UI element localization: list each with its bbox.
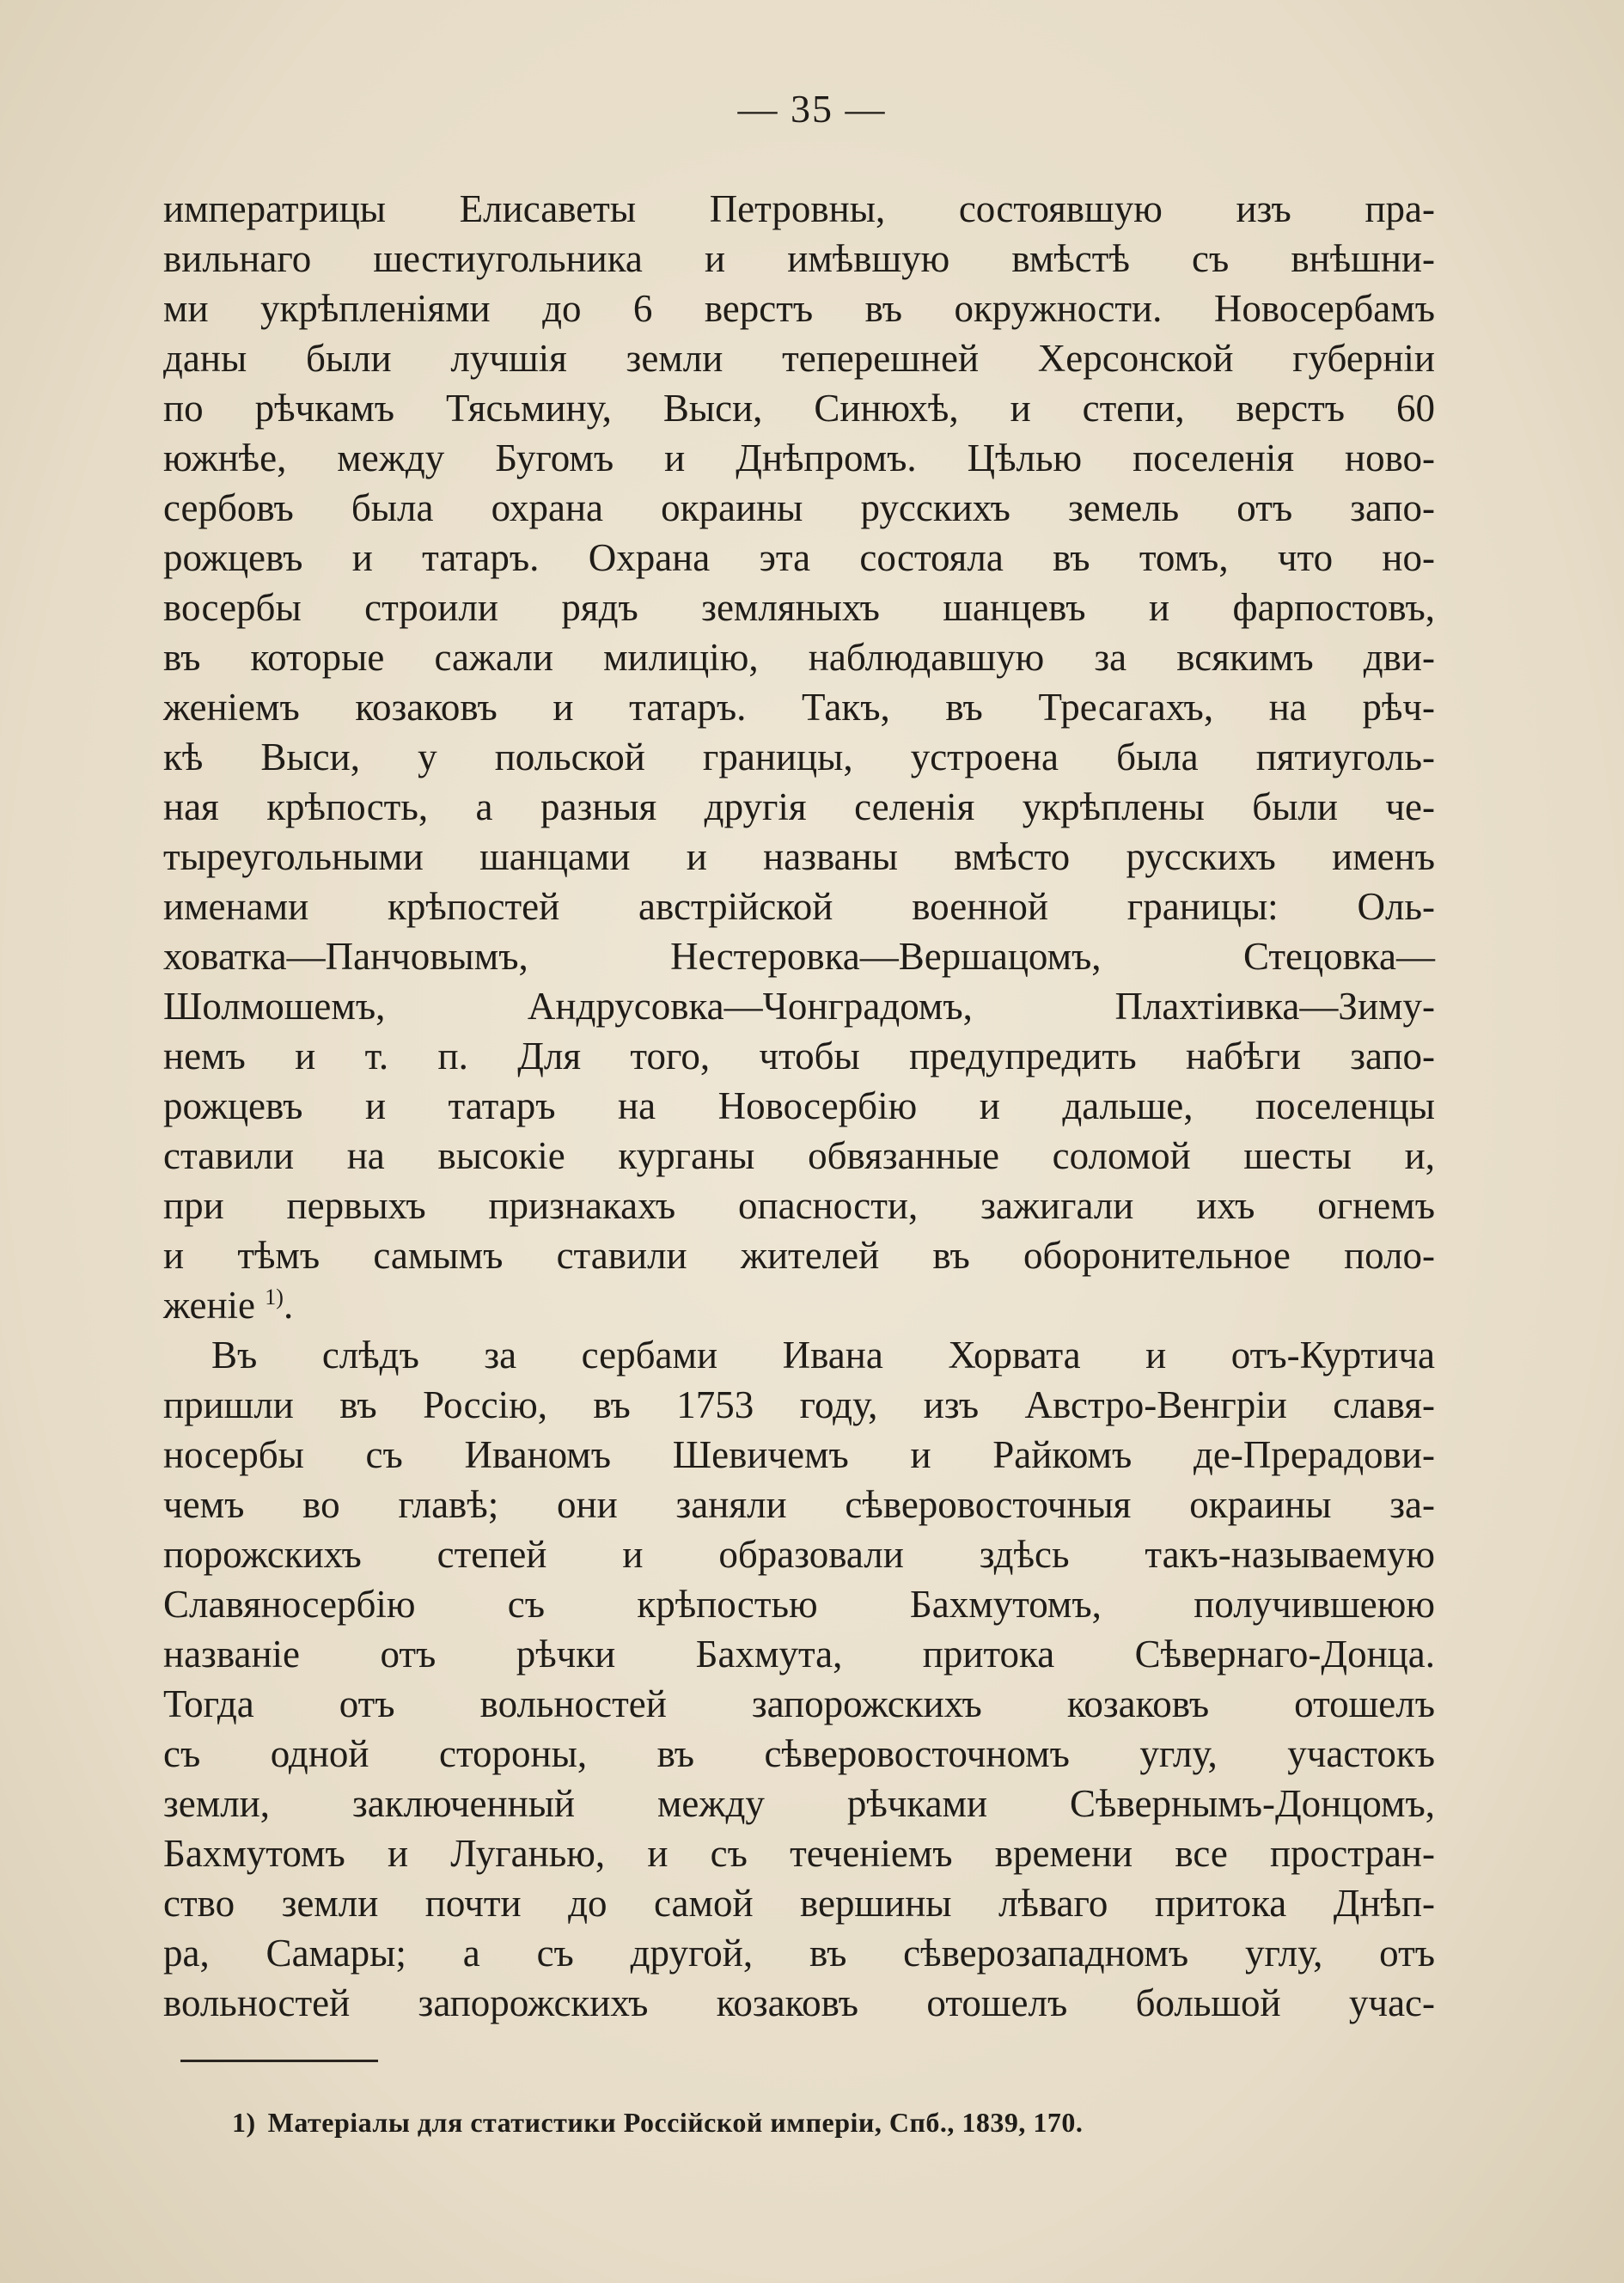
text-line: вильнаго шестиугольника и имѣвшую вмѣстѣ съ внѣшни- [163,237,1435,280]
text-line: императрицы Елисаветы Петровны, состоявшую изъ пра- [163,187,1435,230]
text-line: Бахмутомъ и Луганью, и съ теченіемъ времени все простран- [163,1832,1435,1875]
text-line: Въ слѣдъ за сербами Ивана Хорвата и отъ-Куртича [211,1334,1435,1377]
text-line: ставили на высокіе курганы обвязанные соломой шесты и, [163,1134,1435,1177]
text-line: названіе отъ рѣчки Бахмута, притока Сѣвернаго-Донца. [163,1633,1435,1676]
text-line [163,1280,1435,1330]
footnote-reference[interactable]: 1) [265,1285,284,1309]
text-line: порожскихъ степей и образовали здѣсь такъ-называемую [163,1533,1435,1576]
text-line: немъ и т. п. Для того, чтобы предупредить набѣги запо- [163,1035,1435,1077]
text-line: рожцевъ и татаръ на Новосербію и дальше, поселенцы [163,1084,1435,1127]
text-line: въ которые сажали милицію, наблюдавшую за всякимъ дви- [163,636,1435,679]
text-line: съ одной стороны, въ сѣверовосточномъ углу, участокъ [163,1732,1435,1775]
text-line-content: женіе [163,1284,256,1327]
text-line: кѣ Выси, у польской границы, устроена была пятиуголь- [163,736,1435,778]
footnote-divider [180,2060,378,2062]
footnote [232,2107,1083,2139]
text-line: при первыхъ признакахъ опасности, зажигали ихъ огнемъ [163,1184,1435,1227]
text-line: земли, заключенный между рѣчками Сѣвернымъ-Донцомъ, [163,1782,1435,1825]
text-line: Славяносербію съ крѣпостью Бахмутомъ, получившеюю [163,1583,1435,1626]
text-line: ми укрѣпленіями до 6 верстъ въ окружности. Новосербамъ [163,287,1435,330]
paragraph-1 [163,184,1435,1330]
text-line: и тѣмъ самымъ ставили жителей въ оборонительное поло- [163,1234,1435,1277]
text-line: вольностей запорожскихъ козаковъ отошелъ большой учас- [163,1981,1435,2024]
text-line: пришли въ Россію, въ 1753 году, изъ Австро-Венгріи славя- [163,1383,1435,1426]
text-line: женіемъ козаковъ и татаръ. Такъ, въ Тресагахъ, на рѣч- [163,686,1435,729]
line-tail: . [283,1284,294,1327]
text-line: Тогда отъ вольностей запорожскихъ козаковъ отошелъ [163,1682,1435,1725]
text-line: по рѣчкамъ Тясьмину, Выси, Синюхѣ, и степи, верстъ 60 [163,387,1435,430]
text-line: даны были лучшія земли теперешней Херсонской губерніи [163,337,1435,380]
text-line: сербовъ была охрана окраины русскихъ земель отъ запо- [163,486,1435,529]
text-line: именами крѣпостей австрійской военной границы: Оль- [163,885,1435,928]
text-line: носербы съ Иваномъ Шевичемъ и Райкомъ де-Прерадови- [163,1433,1435,1476]
paragraph-2 [163,1330,1435,2028]
footnote-text: Матеріалы для статистики Россійской имперіи, Спб., 1839, 170. [267,2107,1084,2138]
text-line: южнѣе, между Бугомъ и Днѣпромъ. Цѣлью поселенія ново- [163,436,1435,479]
text-line: восербы строили рядъ земляныхъ шанцевъ и фарпостовъ, [163,586,1435,629]
body-text [163,184,1435,2028]
footnote-marker: 1) [232,2107,256,2138]
text-line: ра, Самары; а съ другой, въ сѣверозападномъ углу, отъ [163,1932,1435,1975]
text-line: Шолмошемъ, Андрусовка—Чонградомъ, Плахтіивка—Зиму- [163,985,1435,1028]
text-line: ховатка—Панчовымъ, Нестеровка—Вершацомъ, Стецовка— [163,935,1435,978]
page-number: — 35 — [737,87,887,131]
text-line: чемъ во главѣ; они заняли сѣверовосточныя окраины за- [163,1483,1435,1526]
text-line: ная крѣпость, а разныя другія селенія укрѣплены были че- [163,785,1435,828]
text-line: рожцевъ и татаръ. Охрана эта состояла въ томъ, что но- [163,536,1435,579]
text-line: ство земли почти до самой вершины лѣваго притока Днѣп- [163,1882,1435,1925]
text-line: тыреугольными шанцами и названы вмѣсто русскихъ именъ [163,835,1435,878]
